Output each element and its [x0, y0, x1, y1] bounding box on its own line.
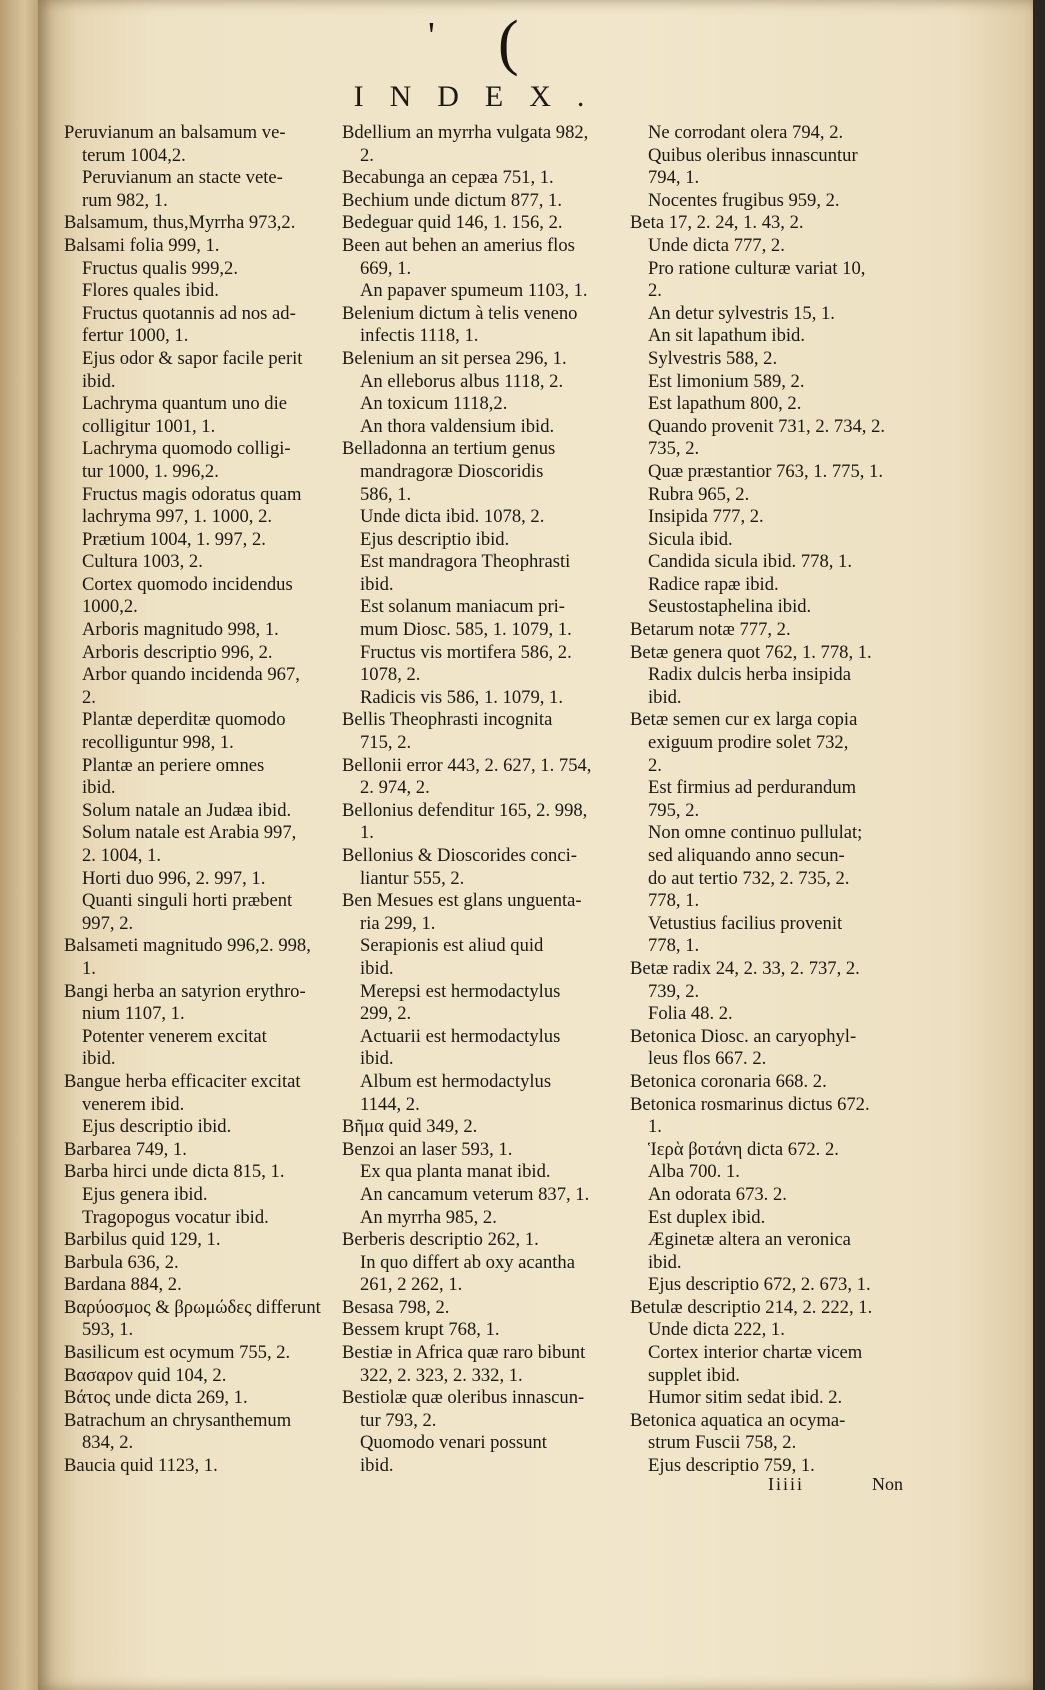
index-entry: Ne corrodant olera 794, 2.	[648, 122, 844, 143]
index-entry: Est limonium 589, 2.	[648, 370, 805, 392]
index-entry: Unde dicta 777, 2.	[648, 234, 785, 256]
index-entry: Merepsi est hermodactylus	[360, 980, 561, 1002]
index-entry: Radice rapæ ibid.	[648, 573, 779, 595]
index-entry: Cultura 1003, 2.	[82, 551, 203, 573]
index-entry: venerem ibid.	[82, 1093, 185, 1115]
index-entry: Non omne continuo pullulat;	[648, 822, 863, 844]
index-entry: Baucia quid 1123, 1.	[64, 1455, 218, 1477]
index-entry: Berberis descriptio 262, 1.	[342, 1229, 539, 1251]
index-entry: 2.	[360, 144, 374, 166]
index-entry: 322, 2. 323, 2. 332, 1.	[360, 1364, 523, 1386]
index-entry: Est solanum maniacum pri-	[360, 596, 566, 618]
index-entry: Ejus descriptio 759, 1.	[648, 1455, 815, 1477]
index-entry: Ejus odor & sapor facile perit	[82, 347, 303, 369]
index-entry: Plantæ an periere omnes	[82, 754, 265, 776]
index-entry: Barbula 636, 2.	[64, 1251, 179, 1273]
index-entry: Betæ semen cur ex larga copia	[630, 709, 858, 731]
index-entry: Betonica rosmarinus dictus 672.	[630, 1093, 870, 1115]
index-entry: Solum natale an Judæa ibid.	[82, 799, 292, 821]
index-entry: 795, 2.	[648, 799, 700, 821]
index-entry: 794, 1.	[648, 167, 700, 189]
index-entry: An odorata 673. 2.	[648, 1183, 787, 1205]
index-entry: Lachryma quantum uno die	[82, 393, 287, 415]
index-entry: Quæ præstantior 763, 1. 775, 1.	[648, 460, 884, 482]
index-entry: Batrachum an chrysanthemum	[64, 1409, 292, 1431]
index-entry: An myrrha 985, 2.	[360, 1206, 497, 1228]
index-column-1	[64, 122, 339, 1478]
index-entry: ibid.	[648, 1251, 682, 1273]
index-entry: Solum natale est Arabia 997,	[82, 822, 297, 844]
index-entry: Peruvianum an balsamum ve-	[64, 122, 286, 143]
index-entry: ibid.	[82, 1048, 116, 1070]
index-entry: In quo differt ab oxy acantha	[360, 1251, 575, 1273]
index-entry: 2. 1004, 1.	[82, 845, 162, 866]
index-entry: Besasa 798, 2.	[342, 1296, 450, 1318]
index-entry: Ex qua planta manat ibid.	[360, 1161, 551, 1183]
index-entry: Balsamum, thus,Myrrha 973,2.	[64, 212, 296, 234]
index-entry: 834, 2.	[82, 1432, 134, 1454]
index-entry: ria 299, 1.	[360, 912, 436, 934]
index-entry: Betulæ descriptio 214, 2. 222, 1.	[630, 1296, 873, 1318]
index-entry: mandragoræ Dioscoridis	[360, 460, 544, 482]
index-entry: Unde dicta 222, 1.	[648, 1319, 785, 1341]
index-entry: 735, 2.	[648, 438, 700, 460]
index-entry: Ἱερὰ βοτάνη dicta 672. 2.	[648, 1138, 839, 1160]
index-entry: infectis 1118, 1.	[360, 325, 479, 347]
index-entry: terum 1004,2.	[82, 144, 186, 166]
index-entry: Beta 17, 2. 24, 1. 43, 2.	[630, 212, 804, 234]
index-entry: Cortex quomodo incidendus	[82, 573, 293, 595]
index-entry: Folia 48. 2.	[648, 1003, 733, 1025]
index-entry: Est lapathum 800, 2.	[648, 393, 802, 415]
index-entry: Pro ratione culturæ variat 10,	[648, 257, 866, 279]
index-entry: Quanti singuli horti præbent	[82, 890, 293, 912]
index-entry: 1.	[360, 822, 374, 844]
index-entry: Βῆμα quid 349, 2.	[342, 1116, 478, 1138]
index-entry: fertur 1000, 1.	[82, 325, 189, 347]
index-entry: Est firmius ad perdurandum	[648, 777, 857, 799]
index-entry: Seustostaphelina ibid.	[648, 596, 812, 618]
index-entry: Plantæ deperditæ quomodo	[82, 709, 286, 731]
signature-mark: Iiiii	[768, 1474, 804, 1494]
index-entry: Æginetæ altera an veronica	[648, 1229, 851, 1251]
index-entry: Bellonii error 443, 2. 627, 1. 754,	[342, 754, 592, 776]
index-entry: Betæ radix 24, 2. 33, 2. 737, 2.	[630, 957, 860, 979]
index-entry: 1144, 2.	[360, 1093, 420, 1115]
index-entry: An detur sylvestris 15, 1.	[648, 302, 835, 324]
index-entry: lachryma 997, 1. 1000, 2.	[82, 506, 273, 528]
index-entry: Prætium 1004, 1. 997, 2.	[82, 528, 266, 550]
index-entry: Bellonius & Dioscorides conci-	[342, 845, 577, 866]
index-entry: 1.	[648, 1116, 662, 1138]
index-entry: Sicula ibid.	[648, 528, 733, 550]
index-entry: Sylvestris 588, 2.	[648, 347, 778, 369]
index-entry: nium 1107, 1.	[82, 1003, 185, 1025]
index-entry: Arbor quando incidenda 967,	[82, 664, 300, 686]
index-entry: leus flos 667. 2.	[648, 1048, 767, 1070]
index-entry: supplet ibid.	[648, 1364, 740, 1386]
page-title: INDEX.	[353, 80, 611, 113]
index-entry: 2.	[648, 754, 662, 776]
index-entry: 739, 2.	[648, 980, 700, 1002]
index-entry: 669, 1.	[360, 257, 412, 279]
index-entry: Vetustius facilius provenit	[648, 912, 843, 934]
index-entry: Betonica aquatica an ocyma-	[630, 1409, 846, 1431]
index-entry: Becabunga an cepæa 751, 1.	[342, 167, 554, 189]
index-entry: recolliguntur 998, 1.	[82, 732, 234, 754]
index-entry: Rubra 965, 2.	[648, 483, 750, 505]
index-entry: Bangue herba efficaciter excitat	[64, 1070, 301, 1092]
index-entry: ibid.	[360, 1048, 394, 1070]
index-entry: Betonica Diosc. an caryophyl-	[630, 1025, 857, 1047]
index-entry: Cortex interior chartæ vicem	[648, 1342, 863, 1364]
index-entry: Benzoi an laser 593, 1.	[342, 1138, 513, 1160]
index-entry: 2.	[648, 280, 662, 302]
ink-mark-c: (	[498, 9, 519, 77]
index-entry: Bestiolæ quæ oleribus innascun-	[342, 1387, 585, 1409]
index-entry: Belenium dictum à telis veneno	[342, 302, 578, 324]
index-entry: Album est hermodactylus	[360, 1070, 552, 1092]
index-column-2	[342, 122, 630, 1478]
index-entry: ibid.	[360, 957, 394, 979]
index-entry: Unde dicta ibid. 1078, 2.	[360, 506, 545, 528]
index-entry: Belladonna an tertium genus	[342, 438, 556, 460]
index-entry: Ejus descriptio 672, 2. 673, 1.	[648, 1274, 871, 1296]
index-entry: strum Fuscii 758, 2.	[648, 1432, 797, 1454]
index-entry: Balsami folia 999, 1.	[64, 234, 220, 256]
index-entry: Been aut behen an amerius flos	[342, 234, 575, 256]
index-entry: Βαρύοσμος & βρωμώδες differunt	[64, 1296, 321, 1318]
index-entry: mum Diosc. 585, 1. 1079, 1.	[360, 619, 572, 641]
index-entry: Flores quales ibid.	[82, 280, 219, 302]
index-entry: An thora valdensium ibid.	[360, 415, 555, 437]
index-entry: 586, 1.	[360, 483, 412, 505]
index-entry: Βάτος unde dicta 269, 1.	[64, 1387, 248, 1409]
index-entry: Bellis Theophrasti incognita	[342, 709, 553, 731]
index-entry: Bangi herba an satyrion erythro-	[64, 980, 306, 1002]
index-entry: Quomodo venari possunt	[360, 1432, 547, 1454]
index-entry: tur 793, 2.	[360, 1409, 437, 1431]
index-entry: 593, 1.	[82, 1319, 134, 1341]
index-entry: Βασαρον quid 104, 2.	[64, 1364, 227, 1386]
index-entry: Ejus genera ibid.	[82, 1183, 208, 1205]
index-entry: Fructus qualis 999,2.	[82, 257, 238, 279]
index-entry: 997, 2.	[82, 912, 134, 934]
index-entry: An papaver spumeum 1103, 1.	[360, 280, 588, 302]
index-entry: ibid.	[648, 686, 682, 708]
index-entry: Nocentes frugibus 959, 2.	[648, 189, 840, 211]
index-entry: Ben Mesues est glans unguenta-	[342, 890, 582, 912]
index-entry: ibid.	[82, 777, 116, 799]
index-entry: Bardana 884, 2.	[64, 1274, 182, 1296]
index-entry: Humor sitim sedat ibid. 2.	[648, 1387, 843, 1409]
facing-page-edge	[0, 0, 40, 1690]
index-entry: Barbarea 749, 1.	[64, 1138, 187, 1160]
index-entry: Bellonius defenditur 165, 2. 998,	[342, 799, 588, 821]
index-entry: ibid.	[82, 370, 116, 392]
catchword: Non	[872, 1474, 903, 1494]
index-entry: Serapionis est aliud quid	[360, 935, 544, 957]
index-entry: Actuarii est hermodactylus	[360, 1025, 561, 1047]
index-entry: Bedeguar quid 146, 1. 156, 2.	[342, 212, 563, 234]
index-entry: 299, 2.	[360, 1003, 412, 1025]
index-entry: Balsameti magnitudo 996,2. 998,	[64, 935, 311, 957]
index-entry: An elleborus albus 1118, 2.	[360, 370, 564, 392]
index-entry: Barbilus quid 129, 1.	[64, 1229, 221, 1251]
index-entry: Alba 700. 1.	[648, 1161, 740, 1183]
index-entry: Est mandragora Theophrasti	[360, 551, 571, 573]
index-entry: Arboris magnitudo 998, 1.	[82, 619, 279, 641]
index-entry: Ejus descriptio ibid.	[360, 528, 510, 550]
index-entry: 1000,2.	[82, 596, 138, 618]
index-entry: Fructus magis odoratus quam	[82, 483, 302, 505]
index-entry: An sit lapathum ibid.	[648, 325, 806, 347]
index-entry: Horti duo 996, 2. 997, 1.	[82, 867, 266, 889]
index-entry: 261, 2 262, 1.	[360, 1274, 463, 1296]
index-entry: Radix dulcis herba insipida	[648, 664, 851, 686]
index-entry: An toxicum 1118,2.	[360, 393, 508, 415]
index-entry: Betarum notæ 777, 2.	[630, 619, 791, 641]
index-entry: Arboris descriptio 996, 2.	[82, 641, 273, 663]
index-entry: Bechium unde dictum 877, 1.	[342, 189, 562, 211]
index-entry: 2. 974, 2.	[360, 777, 430, 799]
index-entry: Lachryma quomodo colligi-	[82, 438, 291, 460]
index-entry: Belenium an sit persea 296, 1.	[342, 347, 567, 369]
index-entry: Peruvianum an stacte vete-	[82, 167, 283, 189]
index-entry: Fructus vis mortifera 586, 2.	[360, 641, 572, 663]
index-entry: Insipida 777, 2.	[648, 506, 764, 528]
index-entry: liantur 555, 2.	[360, 867, 465, 889]
index-entry: 778, 1.	[648, 935, 700, 957]
index-column-3	[630, 122, 915, 1478]
index-entry: Tragopogus vocatur ibid.	[82, 1206, 269, 1228]
index-entry: ibid.	[360, 573, 394, 595]
index-entry: Quando provenit 731, 2. 734, 2.	[648, 415, 886, 437]
index-entry: rum 982, 1.	[82, 189, 168, 211]
index-entry: ibid.	[360, 1455, 394, 1477]
index-entry: Candida sicula ibid. 778, 1.	[648, 551, 852, 573]
index-entry: Est duplex ibid.	[648, 1206, 766, 1228]
index-entry: An cancamum veterum 837, 1.	[360, 1183, 590, 1205]
index-entry: Radicis vis 586, 1. 1079, 1.	[360, 686, 563, 708]
index-entry: colligitur 1001, 1.	[82, 415, 216, 437]
ink-mark: '	[428, 15, 435, 57]
index-entry: 715, 2.	[360, 732, 412, 754]
index-entry: Bdellium an myrrha vulgata 982,	[342, 122, 589, 143]
index-entry: sed aliquando anno secun-	[648, 845, 845, 866]
index-entry: Basilicum est ocymum 755, 2.	[64, 1342, 291, 1364]
index-entry: Potenter venerem excitat	[82, 1025, 267, 1047]
index-entry: 1.	[82, 957, 96, 979]
index-entry: Quibus oleribus innascuntur	[648, 144, 858, 166]
index-entry: tur 1000, 1. 996,2.	[82, 460, 219, 482]
index-entry: Bestiæ in Africa quæ raro bibunt	[342, 1342, 586, 1364]
index-entry: 1078, 2.	[360, 664, 421, 686]
index-entry: Ejus descriptio ibid.	[82, 1116, 232, 1138]
index-entry: Fructus quotannis ad nos ad-	[82, 302, 296, 324]
index-entry: Betæ genera quot 762, 1. 778, 1.	[630, 641, 872, 663]
index-entry: Bessem krupt 768, 1.	[342, 1319, 500, 1341]
index-entry: Barba hirci unde dicta 815, 1.	[64, 1161, 285, 1183]
index-entry: exiguum prodire solet 732,	[648, 732, 849, 754]
index-entry: 2.	[82, 686, 96, 708]
index-entry: Betonica coronaria 668. 2.	[630, 1070, 827, 1092]
index-entry: do aut tertio 732, 2. 735, 2.	[648, 867, 850, 889]
index-entry: 778, 1.	[648, 890, 700, 912]
